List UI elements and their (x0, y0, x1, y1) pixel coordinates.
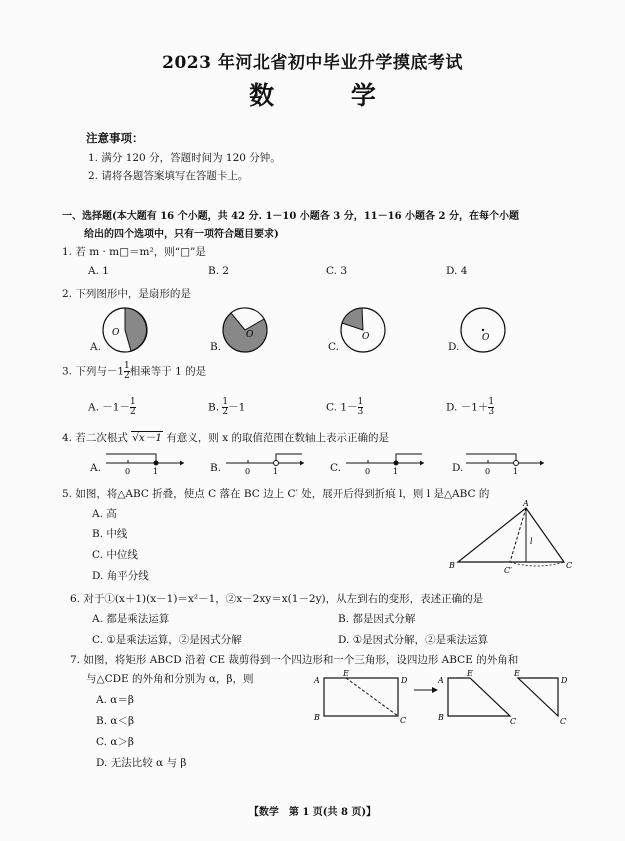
q5-option-b: B. 中线 (92, 528, 128, 540)
q6-option-d: D. ①是因式分解，②是乘法运算 (338, 634, 489, 646)
q2-a-center-label: O (112, 328, 120, 338)
q2-option-a: A. (90, 341, 101, 353)
q5-triangle-figure (446, 500, 576, 578)
q4-numberline-a (106, 448, 186, 478)
q1-option-b: B. 2 (208, 265, 230, 277)
q1-option-d: D. 4 (446, 265, 468, 277)
q2-option-d: D. (448, 341, 460, 353)
q6-option-a: A. 都是乘法运算 (92, 613, 170, 625)
q6-option-c: C. ①是乘法运算，②是因式分解 (92, 634, 242, 646)
q7-stem-line2: 与△CDE 的外角和分别为 α，β，则 (86, 673, 254, 685)
q2-figure-a (100, 305, 150, 355)
q3-stem: 3. 下列与－1 $\frac{1}{2}$ 相乘等于 1 的是 (62, 361, 207, 381)
q5-option-c: C. 中位线 (92, 549, 138, 561)
subject-title: 数 学 (249, 81, 410, 110)
q5-label-c: C (566, 561, 573, 570)
q2-option-b: B. (210, 341, 222, 353)
svg-text:C: C (510, 717, 517, 726)
q5-option-a: A. 高 (92, 508, 117, 520)
q2-figure-c (338, 305, 388, 355)
q4-option-c: C. (330, 462, 341, 474)
q5-label-a: A (523, 499, 529, 508)
q4-numberline-c (346, 448, 426, 478)
svg-text:0: 0 (125, 467, 131, 476)
q2-figure-b (220, 305, 270, 355)
svg-text:C: C (560, 717, 567, 726)
notice-item-1: 1. 满分 120 分，答题时间为 120 分钟。 (88, 152, 281, 164)
q7-option-b: B. α＜β (96, 715, 135, 727)
q2-option-c: C. (328, 341, 339, 353)
exam-title: 2023 年河北省初中毕业升学摸底考试 (162, 53, 463, 73)
q5-label-c-prime: C′ (504, 566, 512, 575)
q3-option-c: C. 1－ $\frac{1}{3}$ (326, 397, 364, 417)
q3-option-d: D. －1＋ $\frac{1}{3}$ (446, 397, 495, 417)
svg-text:B: B (314, 713, 320, 722)
section-heading-line2: 给出的四个选项中，只有一项符合题目要求) (84, 229, 279, 240)
svg-text:E: E (467, 669, 473, 678)
arrow-right-icon (432, 687, 438, 693)
q4-option-b: B. (210, 462, 222, 474)
q3-option-a: A. －1－ $\frac{1}{2}$ (88, 397, 136, 417)
svg-text:1: 1 (513, 467, 519, 476)
q7-option-c: C. α＞β (96, 736, 134, 748)
q7-option-d: D. 无法比较 α 与 β (96, 757, 187, 769)
q5-option-d: D. 角平分线 (92, 570, 149, 582)
q4-numberline-b (226, 448, 306, 478)
q5-stem: 5. 如图，将△ABC 折叠，使点 C 落在 BC 边上 C′ 处，展开后得到折痕 l，则 l 是△ABC 的 (62, 488, 490, 500)
svg-text:C: C (400, 716, 407, 725)
q2-figure-d (458, 305, 508, 355)
svg-text:D: D (401, 676, 408, 685)
notice-heading: 注意事项： (86, 131, 144, 145)
svg-text:0: 0 (245, 467, 251, 476)
q4-option-a: A. (90, 462, 101, 474)
svg-text:A: A (438, 676, 444, 685)
q2-b-center-label: O (246, 330, 254, 340)
q3-option-b: B. $\frac{1}{2}$ －1 (208, 397, 246, 417)
q2-stem: 2. 下列图形中，是扇形的是 (62, 288, 191, 300)
svg-text:1: 1 (273, 467, 279, 476)
q4-option-d: D. (452, 462, 464, 474)
svg-text:1: 1 (153, 467, 159, 476)
page-footer: 【数学 第 1 页(共 8 页)】 (248, 807, 377, 818)
svg-text:1: 1 (393, 467, 399, 476)
q7-rectangle-figure (310, 668, 580, 728)
q7-option-a: A. α＝β (96, 694, 134, 706)
q7-stem-line1: 7. 如图，将矩形 ABCD 沿着 CE 裁剪得到一个四边形和一个三角形，设四边形 ABCE 的外角和 (70, 654, 519, 666)
svg-text:E: E (514, 669, 520, 678)
q5-label-l: l (530, 537, 533, 546)
svg-text:0: 0 (485, 467, 491, 476)
notice-item-2: 2. 请将各题答案填写在答题卡上。 (88, 170, 249, 182)
q2-d-center-label: O (482, 333, 490, 343)
q6-option-b: B. 都是因式分解 (338, 613, 416, 625)
svg-text:D: D (561, 676, 568, 685)
q4-numberline-d (466, 448, 546, 478)
q2-c-center-label: O (362, 332, 370, 342)
q5-label-b: B (449, 561, 455, 570)
q4-stem: 4. 若二次根式 √x－1 有意义，则 x 的取值范围在数轴上表示正确的是 (62, 432, 389, 444)
q1-option-c: C. 3 (326, 265, 348, 277)
svg-text:E: E (343, 669, 349, 678)
q1-stem: 1. 若 m · m□＝m²，则“□”是 (62, 246, 206, 258)
svg-text:0: 0 (365, 467, 371, 476)
q6-stem: 6. 对于①(x＋1)(x－1)＝x²－1，②x－2xy＝x(1－2y)，从左到右的变形，表述正确的是 (70, 593, 484, 605)
svg-text:A: A (314, 676, 320, 685)
q1-option-a: A. 1 (88, 265, 109, 277)
section-heading-line1: 一、选择题(本大题有 16 个小题，共 42 分. 1－10 小题各 3 分，11－16 小题各 2 分，在每个小题 (62, 211, 519, 222)
svg-text:B: B (438, 713, 444, 722)
